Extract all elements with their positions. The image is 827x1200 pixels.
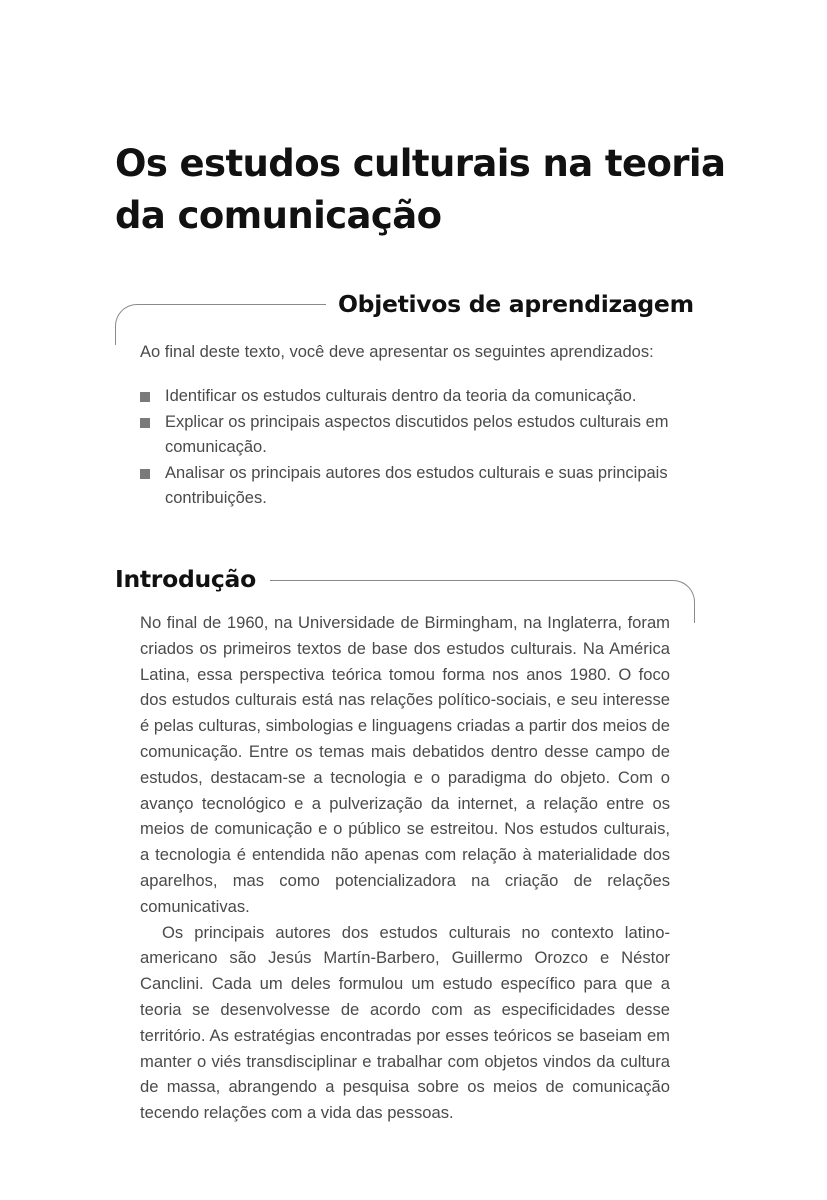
objectives-intro: Ao final deste texto, você deve apresentar os seguintes aprendizados: <box>140 343 654 361</box>
chapter-title: Os estudos culturais na teoria da comunicação <box>115 142 726 237</box>
bullet-square-icon <box>140 469 150 479</box>
bullet-square-icon <box>140 392 150 402</box>
objectives-heading: Objetivos de aprendizagem <box>338 290 694 318</box>
objective-item-text: Identificar os estudos culturais dentro da teoria da comunicação. <box>165 387 637 405</box>
objective-item-text: Analisar os principais autores dos estudos culturais e suas principais contribuições. <box>165 463 668 507</box>
objective-item-text: Explicar os principais aspectos discutidos pelos estudos culturais em comunicação. <box>165 412 669 456</box>
objective-item <box>140 410 680 461</box>
bullet-square-icon <box>140 418 150 428</box>
objective-item <box>140 384 680 410</box>
introduction-paragraph: No final de 1960, na Universidade de Birmingham, na Inglaterra, foram criados os primeiros textos de base dos estudos culturais. Na América Latina, essa perspectiva teórica tomou forma nos anos 1980. O foco dos estudos culturais está nas relações político-sociais, e seu interesse é pelas culturas, simbologias e linguagens criadas a partir dos meios de comunicação. Entre os temas mais debatidos dentro desse campo de estudos, destacam-se a tecnologia e o paradigma do objeto. Com o avanço tecnológico e a pulverização da internet, a relação entre os meios de comunicação e o público se estreitou. Nos estudos culturais, a tecnologia é entendida não apenas com relação à materialidade dos aparelhos, mas como potencializadora na criação de relações comunicativas. <box>140 613 670 916</box>
objective-item <box>140 461 680 512</box>
objectives-list <box>140 384 680 512</box>
objectives-frame-line <box>115 304 326 345</box>
introduction-heading: Introdução <box>115 565 256 593</box>
introduction-paragraph: Os principais autores dos estudos culturais no contexto latino-americano são Jesús Martín-Barbero, Guillermo Orozco e Néstor Canclini. Cada um deles formulou um estudo específico para que a teoria se desenvolvesse de acordo com as especificidades desse território. As estratégias encontradas por esses teóricos se baseiam em manter o viés transdisciplinar e trabalhar com objetos vindos da cultura de massa, abrangendo a pesquisa sobre os meios de comunicação tecendo relações com a vida das pessoas. <box>140 922 670 1123</box>
introduction-body <box>140 610 670 1126</box>
